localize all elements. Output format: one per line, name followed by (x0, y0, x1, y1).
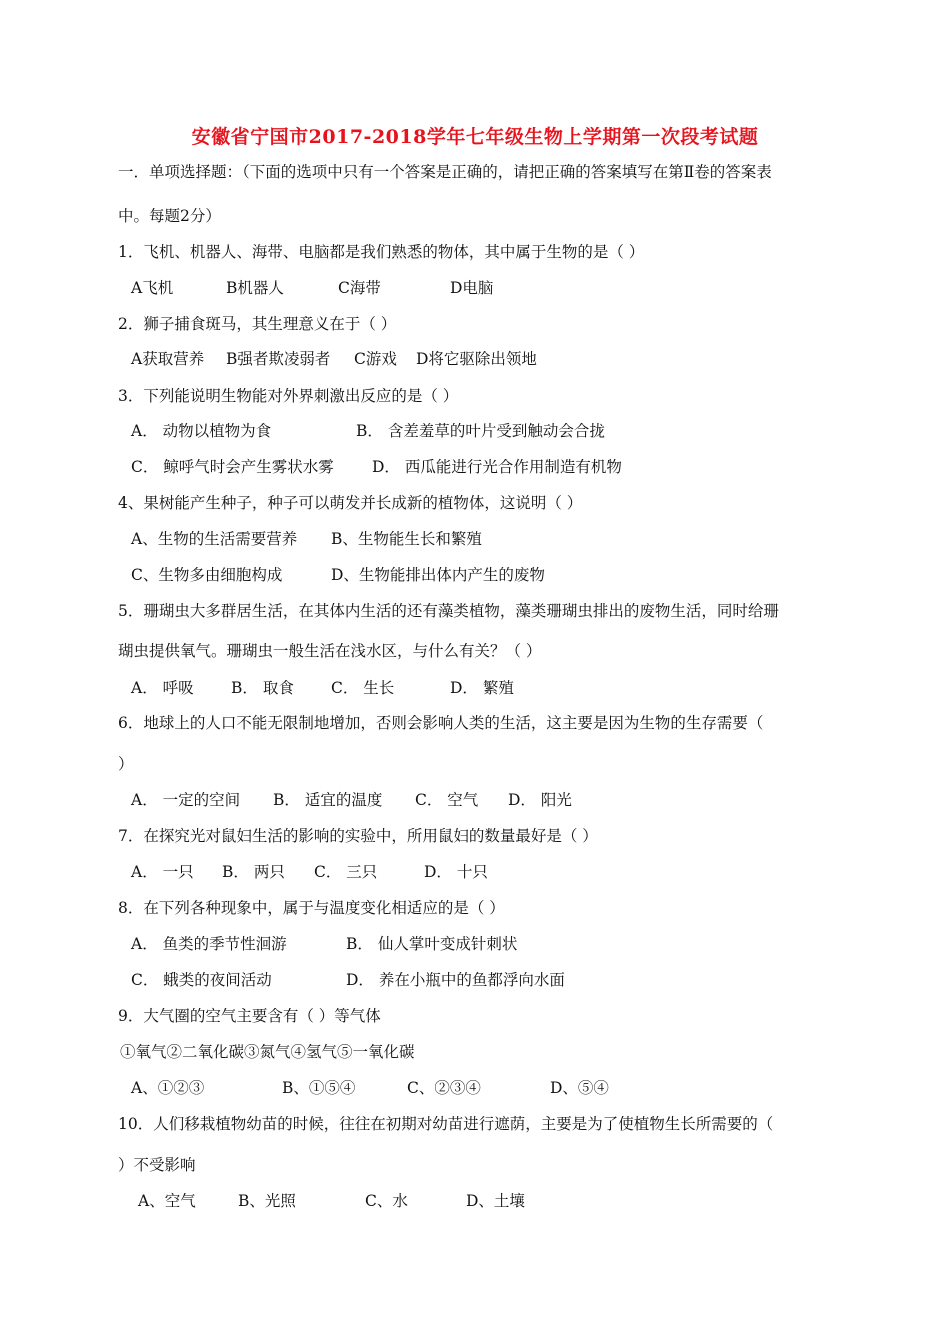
question-4-stem: 4、果树能产生种子，种子可以萌发并长成新的植物体，这说明（ ） (118, 494, 583, 512)
question-5-stem-line-2: 瑚虫提供氧气。珊瑚虫一般生活在浅水区，与什么有关？（ ） (118, 642, 542, 660)
question-8-option-a: A． 鱼类的季节性洄游 (131, 935, 287, 953)
question-5-option-b: B． 取食 (231, 679, 294, 697)
question-2-option-c: C游戏 (354, 350, 397, 368)
question-6-option-b: B． 适宜的温度 (273, 791, 383, 809)
question-1-option-a: A飞机 (131, 279, 174, 297)
section-instructions-line-1: 一．单项选择题：（下面的选项中只有一个答案是正确的，请把正确的答案填写在第Ⅱ卷的答案表 (118, 163, 772, 181)
question-1-option-c: C海带 (338, 279, 381, 297)
question-3-option-a: A． 动物以植物为食 (131, 422, 272, 440)
section-instructions-line-2: 中。每题2分） (118, 207, 221, 225)
question-4-option-d: D、生物能排出体内产生的废物 (331, 566, 545, 584)
question-6-stem-line-1: 6．地球上的人口不能无限制地增加，否则会影响人类的生活，这主要是因为生物的生存需要（ (118, 714, 764, 732)
question-2-option-d: D将它驱除出领地 (416, 350, 537, 368)
question-2-stem: 2．狮子捕食斑马，其生理意义在于（ ） (118, 315, 397, 333)
question-2-option-a: A获取营养 (131, 350, 205, 368)
question-3-stem: 3．下列能说明生物能对外界刺激出反应的是（ ） (118, 387, 459, 405)
question-10-option-d: D、土壤 (466, 1192, 525, 1210)
question-4-option-a: A、生物的生活需要营养 (131, 530, 298, 548)
question-10-stem-line-1: 10．人们移栽植物幼苗的时候，往往在初期对幼苗进行遮荫，主要是为了使植物生长所需要的（ (118, 1115, 774, 1133)
question-3-option-c: C． 鲸呼气时会产生雾状水雾 (131, 458, 334, 476)
question-8-option-b: B． 仙人掌叶变成针刺状 (346, 935, 518, 953)
question-9-choices-list: ①氧气②二氧化碳③氮气④氢气⑤一氧化碳 (120, 1043, 415, 1061)
question-9-option-a: A、①②③ (131, 1079, 205, 1097)
question-7-option-b: B． 两只 (222, 863, 285, 881)
question-9-stem: 9．大气圈的空气主要含有（ ）等气体 (118, 1007, 381, 1025)
question-3-option-d: D． 西瓜能进行光合作用制造有机物 (372, 458, 622, 476)
question-5-option-d: D． 繁殖 (450, 679, 514, 697)
question-6-option-d: D． 阳光 (508, 791, 572, 809)
question-6-option-c: C． 空气 (415, 791, 479, 809)
question-7-option-a: A． 一只 (131, 863, 194, 881)
question-1-option-b: B机器人 (226, 279, 284, 297)
question-7-stem: 7．在探究光对鼠妇生活的影响的实验中，所用鼠妇的数量最好是（ ） (118, 827, 598, 845)
question-7-option-d: D． 十只 (424, 863, 488, 881)
exam-title: 安徽省宁国市2017-2018学年七年级生物上学期第一次段考试题 (191, 126, 759, 148)
question-8-option-c: C． 蛾类的夜间活动 (131, 971, 272, 989)
question-9-option-b: B、①⑤④ (282, 1079, 356, 1097)
question-4-option-c: C、生物多由细胞构成 (131, 566, 283, 584)
question-2-option-b: B强者欺凌弱者 (226, 350, 331, 368)
question-6-stem-line-2: ） (118, 755, 134, 773)
question-10-option-a: A、空气 (138, 1192, 196, 1210)
question-3-option-b: B． 含差羞草的叶片受到触动会合拢 (356, 422, 605, 440)
question-10-option-c: C、水 (365, 1192, 408, 1210)
question-5-stem-line-1: 5．珊瑚虫大多群居生活，在其体内生活的还有藻类植物，藻类珊瑚虫排出的废物生活，同时给珊 (118, 602, 779, 620)
question-10-option-b: B、光照 (238, 1192, 296, 1210)
question-5-option-a: A． 呼吸 (131, 679, 194, 697)
question-8-stem: 8．在下列各种现象中，属于与温度变化相适应的是（ ） (118, 899, 505, 917)
question-7-option-c: C． 三只 (314, 863, 378, 881)
question-9-option-c: C、②③④ (407, 1079, 481, 1097)
question-1-stem: 1．飞机、机器人、海带、电脑都是我们熟悉的物体，其中属于生物的是（ ） (118, 243, 645, 261)
question-9-option-d: D、⑤④ (550, 1079, 609, 1097)
question-1-option-d: D电脑 (450, 279, 494, 297)
question-5-option-c: C． 生长 (331, 679, 395, 697)
question-4-option-b: B、生物能生长和繁殖 (331, 530, 482, 548)
question-8-option-d: D． 养在小瓶中的鱼都浮向水面 (346, 971, 565, 989)
question-10-stem-line-2: ）不受影响 (118, 1156, 196, 1174)
question-6-option-a: A． 一定的空间 (131, 791, 241, 809)
